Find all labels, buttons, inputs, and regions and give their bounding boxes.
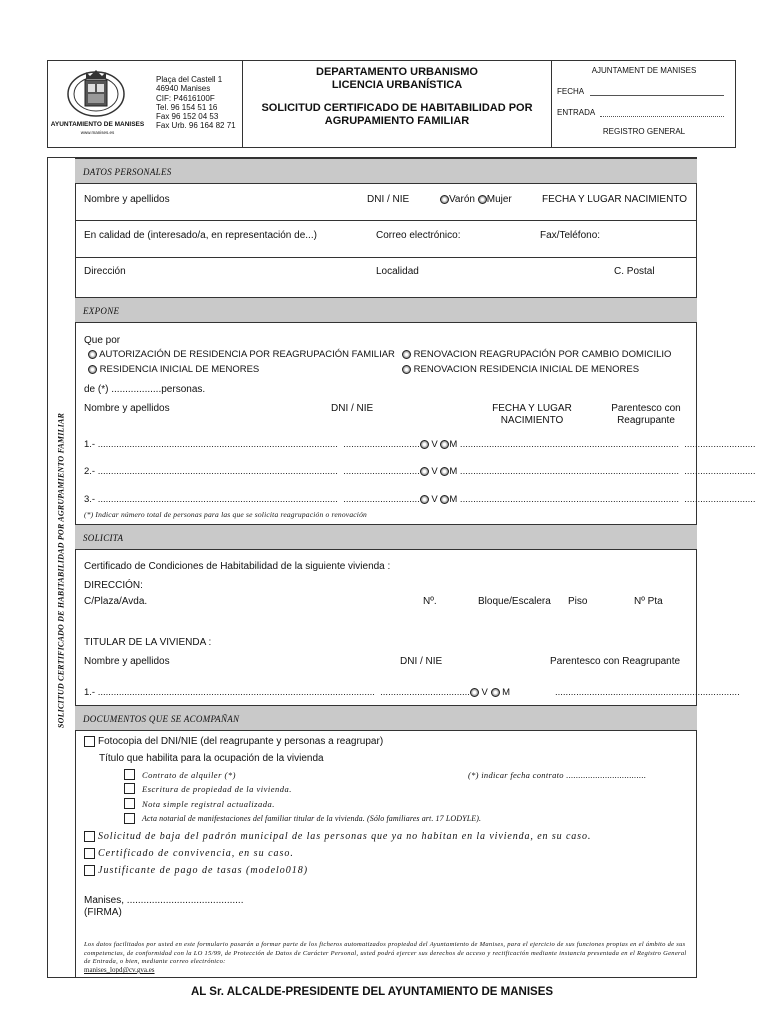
- person-row-3[interactable]: 3.- ........................................................................................... ............................. V M ................................................................................... ...........................: [84, 494, 756, 505]
- option-label: RESIDENCIA INICIAL DE MENORES: [99, 364, 260, 375]
- option-label: RENOVACION RESIDENCIA INICIAL DE MENORES: [413, 364, 640, 375]
- form-title-line1: SOLICITUD CERTIFICADO DE HABITABILIDAD POR: [261, 102, 533, 114]
- address-line: 46940 Manises: [156, 84, 211, 94]
- option-renovacion-cambio[interactable]: [402, 349, 671, 360]
- address-line: Tel. 96 154 51 16: [156, 102, 218, 112]
- m-radio[interactable]: [491, 688, 500, 697]
- fecha-lugar-label: FECHA Y LUGAR NACIMIENTO: [542, 194, 688, 205]
- person-row-2[interactable]: 2.- ........................................................................................... ............................. V M ................................................................................... ...........................: [84, 466, 756, 477]
- row-label: 1.-: [84, 687, 96, 698]
- checkbox-convivencia[interactable]: [84, 848, 95, 859]
- side-label: SOLICITUD CERTIFICADO DE HABITABILIDAD POR AGRUPAMIENTO FAMILIAR: [56, 412, 66, 729]
- certificado-text: Certificado de Condiciones de Habitabilidad de la siguiente vivienda :: [84, 561, 391, 572]
- convivencia-label: Certificado de convivencia, en su caso.: [98, 848, 294, 859]
- section-documentos: DOCUMENTOS QUE SE ACOMPAÑAN: [75, 705, 697, 731]
- row-divider: [75, 220, 697, 221]
- localidad-label: Localidad: [376, 266, 419, 277]
- row-label: 2.-: [84, 466, 96, 477]
- acta-label: Acta notarial de manifestaciones del familiar titular de la vivienda. (Sólo familiares art. 17 LODYLE).: [142, 814, 482, 823]
- titular-label: TITULAR DE LA VIVIENDA :: [84, 637, 212, 648]
- calidad-label: En calidad de (interesado/a, en representación de...): [84, 230, 317, 241]
- escritura-label: Escritura de propiedad de la vivienda.: [142, 784, 292, 794]
- registry-fecha-label: FECHA: [557, 87, 585, 96]
- col-parentesco-header: [598, 403, 694, 427]
- v-radio[interactable]: [420, 495, 429, 504]
- address-block: [156, 75, 236, 131]
- city-crest-icon: [64, 64, 128, 120]
- titulo-label: Título que habilita para la ocupación de la vivienda: [99, 753, 324, 764]
- form-title-line2: AGRUPAMIENTO FAMILIAR: [324, 115, 470, 127]
- dni-label: DNI / NIE: [367, 194, 410, 205]
- radio-residencia-menores[interactable]: [88, 365, 97, 374]
- sex-selector: [440, 194, 512, 205]
- numero-label: Nº.: [423, 596, 437, 607]
- fax-label: Fax/Teléfono:: [540, 230, 601, 241]
- direccion-label: DIRECCIÓN:: [84, 580, 143, 591]
- nombre-label: Nombre y apellidos: [84, 194, 170, 205]
- registry-general-label: REGISTRO GENERAL: [602, 127, 686, 136]
- option-autorizacion[interactable]: [88, 349, 395, 360]
- radio-autorizacion[interactable]: [88, 350, 97, 359]
- titular-row[interactable]: 1.- ......................................................................................................... .................................. V M ......................................................................: [84, 687, 740, 698]
- col-dni-header: DNI / NIE: [331, 403, 374, 414]
- v-radio[interactable]: [420, 467, 429, 476]
- licence-title: LICENCIA URBANÍSTICA: [331, 79, 463, 91]
- col-nombre-header: Nombre y apellidos: [84, 403, 170, 414]
- address-line: Fax 96 152 04 53: [156, 112, 219, 122]
- tasas-label: Justificante de pago de tasas (modelo018): [98, 865, 309, 876]
- nota-simple-label: Nota simple registral actualizada.: [142, 799, 275, 809]
- col-fecha-line2: NACIMIENTO: [500, 415, 564, 426]
- expone-note: (*) Indicar número total de personas para las que se solicita reagrupación o renovación: [84, 510, 367, 519]
- registry-entrada-line[interactable]: [600, 116, 724, 117]
- m-label: M: [449, 466, 458, 477]
- col-fecha-line1: FECHA Y LUGAR: [492, 403, 572, 414]
- mujer-label: Mujer: [486, 194, 512, 205]
- varon-radio[interactable]: [440, 195, 449, 204]
- option-residencia-menores[interactable]: [88, 364, 259, 375]
- m-label: M: [449, 494, 458, 505]
- titular-dni-label: DNI / NIE: [400, 656, 443, 667]
- titular-parentesco-label: Parentesco con Reagrupante: [550, 656, 681, 667]
- footer-addressee: AL Sr. ALCALDE-PRESIDENTE DEL AYUNTAMIENTO DE MANISES: [190, 986, 554, 998]
- v-label: V: [481, 687, 488, 698]
- person-row-1[interactable]: 1.- ........................................................................................... ............................. V M ................................................................................... ...........................: [84, 439, 756, 450]
- fotocopia-label: Fotocopia del DNI/NIE (del reagrupante y personas a reagrupar): [98, 736, 384, 747]
- checkbox-fotocopia[interactable]: [84, 736, 95, 747]
- baja-padron-label: Solicitud de baja del padrón municipal de las personas que ya no habitan en la vivienda, en su caso.: [98, 831, 592, 842]
- v-radio[interactable]: [470, 688, 479, 697]
- puerta-label: Nº Pta: [634, 596, 663, 607]
- checkbox-escritura[interactable]: [124, 783, 135, 794]
- manises-date-field[interactable]: Manises, ..........................................: [84, 895, 244, 906]
- checkbox-nota-simple[interactable]: [124, 798, 135, 809]
- col-parentesco-line2: Reagrupante: [617, 415, 675, 426]
- lopd-email-link[interactable]: manises_lopd@cv.gva.es: [84, 966, 155, 974]
- m-label: M: [449, 439, 458, 450]
- que-por-label: Que por: [84, 335, 121, 346]
- checkbox-acta[interactable]: [124, 813, 135, 824]
- checkbox-baja-padron[interactable]: [84, 831, 95, 842]
- checkbox-tasas[interactable]: [84, 865, 95, 876]
- option-renovacion-menores[interactable]: [402, 364, 639, 375]
- address-line: Fax Urb. 96 164 82 71: [156, 121, 236, 131]
- col-fecha-header: [480, 403, 584, 427]
- side-column-divider: [75, 157, 76, 978]
- contrato-label: Contrato de alquiler (*): [142, 770, 236, 780]
- section-datos-personales: DATOS PERSONALES: [75, 158, 697, 184]
- mujer-radio[interactable]: [478, 195, 487, 204]
- registry-fecha-line[interactable]: [590, 95, 724, 96]
- option-label: AUTORIZACIÓN DE RESIDENCIA POR REAGRUPACIÓN FAMILIAR: [99, 349, 395, 360]
- legal-notice: Los datos facilitados por usted en este formulario pasarán a formar parte de los ficheros automatizados propiedad del Ayuntamiento de Manises, para el ejercicio de sus funciones propias en el ámbito de sus competencias, de conformidad con la LO 15/99, de Protección de Datos de Carácter Personal, usted podrá ejercer sus derechos de acceso y rectificación mediante instancia presentada en el Registro General de Entrada, o bien, mediante correo electrónico:: [84, 941, 687, 965]
- address-line: Plaça del Castell 1: [156, 75, 223, 84]
- correo-label: Correo electrónico:: [376, 230, 461, 241]
- v-label: V: [431, 439, 438, 450]
- m-label: M: [502, 687, 511, 698]
- section-expone: EXPONE: [75, 297, 697, 323]
- de-personas-field[interactable]: de (*) ..................personas.: [84, 384, 206, 395]
- row-label: 3.-: [84, 494, 96, 505]
- direccion-label: Dirección: [84, 266, 126, 277]
- department-title: DEPARTAMENTO URBANISMO: [316, 66, 478, 78]
- cpostal-label: C. Postal: [614, 266, 655, 277]
- checkbox-contrato[interactable]: [124, 769, 135, 780]
- titular-nombre-label: Nombre y apellidos: [84, 656, 170, 667]
- col-parentesco-line1: Parentesco con: [611, 403, 681, 414]
- registry-entrada-label: ENTRADA: [557, 108, 596, 117]
- indicar-fecha-label: (*) indicar fecha contrato .................................: [468, 770, 647, 780]
- calle-label: C/Plaza/Avda.: [84, 596, 148, 607]
- option-label: RENOVACION REAGRUPACIÓN POR CAMBIO DOMICILIO: [413, 349, 672, 360]
- address-line: CIF: P4616100F: [156, 93, 215, 103]
- radio-renovacion-menores[interactable]: [402, 365, 411, 374]
- logo-text: AYUNTAMIENTO DE MANISES: [50, 121, 145, 128]
- piso-label: Piso: [568, 596, 588, 607]
- v-label: V: [431, 466, 438, 477]
- v-label: V: [431, 494, 438, 505]
- firma-label: (FIRMA): [84, 907, 122, 918]
- row-divider: [75, 257, 697, 258]
- bloque-label: Bloque/Escalera: [478, 596, 551, 607]
- row-label: 1.-: [84, 439, 96, 450]
- logo-url: www.manises.es: [80, 130, 115, 135]
- radio-renovacion-cambio[interactable]: [402, 350, 411, 359]
- registry-org: AJUNTAMENT DE MANISES: [591, 66, 697, 75]
- v-radio[interactable]: [420, 440, 429, 449]
- section-solicita: SOLICITA: [75, 524, 697, 550]
- varon-label: Varón: [449, 194, 475, 205]
